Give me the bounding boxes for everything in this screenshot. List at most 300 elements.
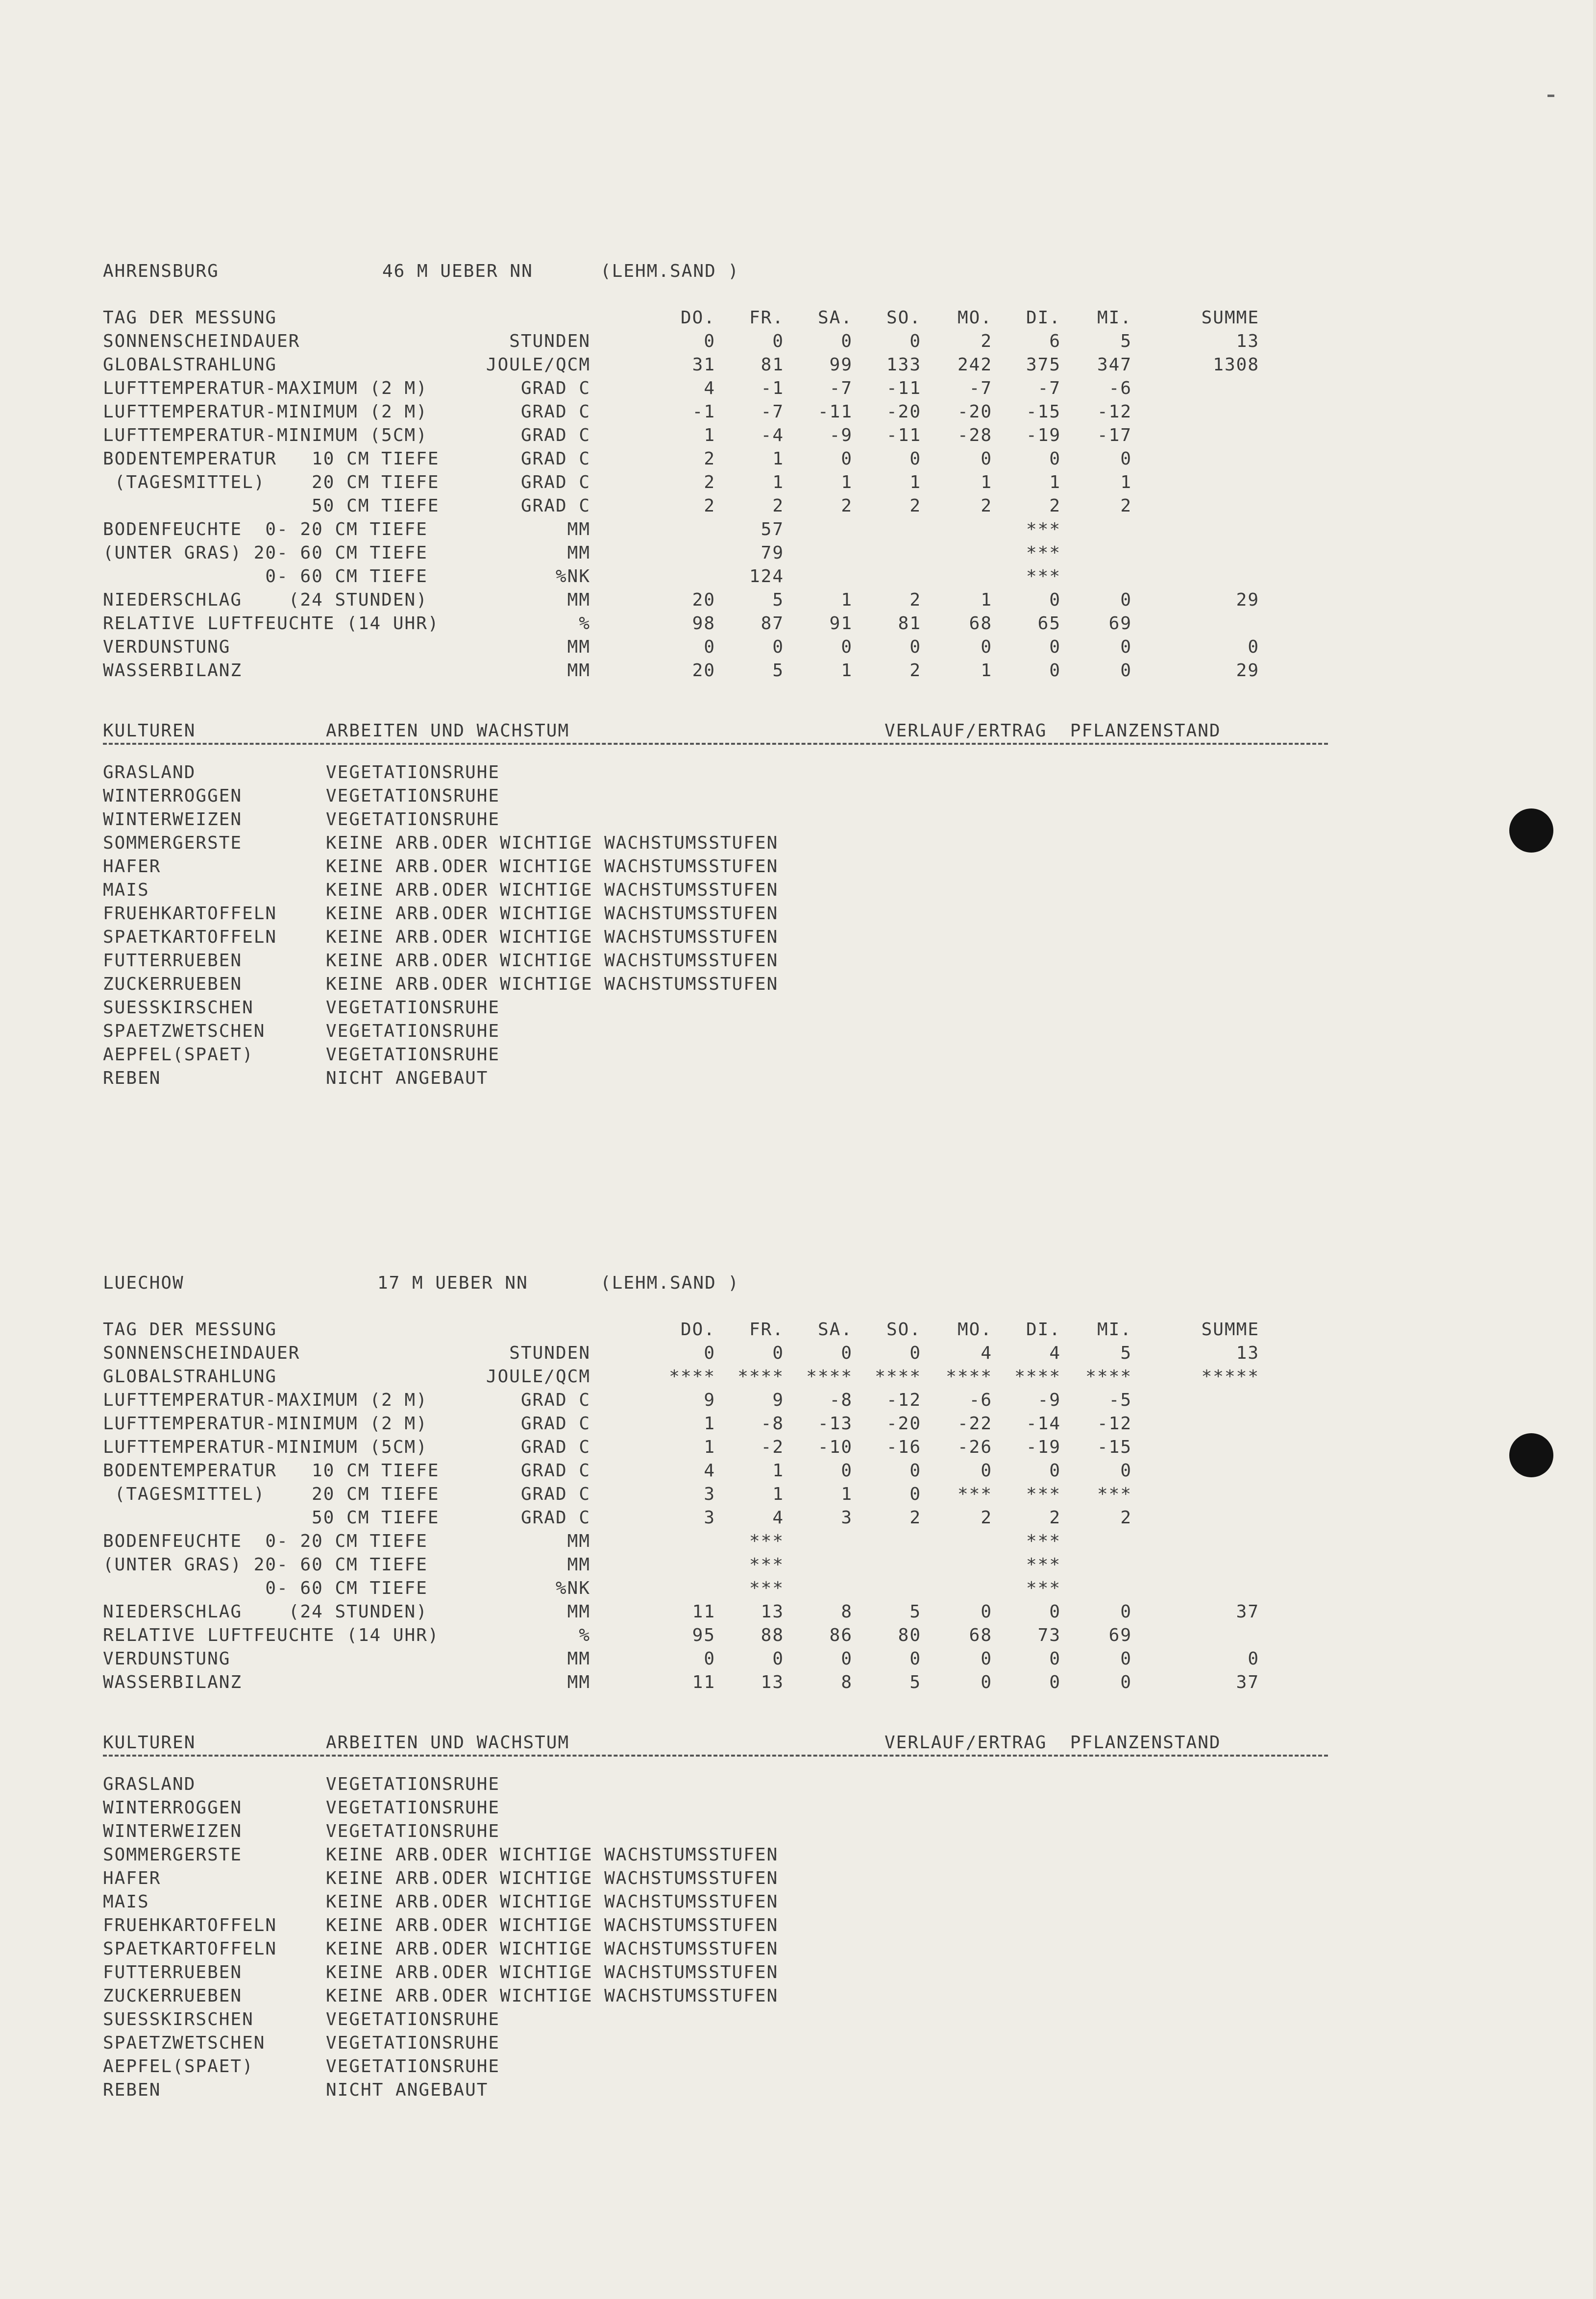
measurement-value: -7 bbox=[761, 402, 784, 422]
measurement-label: 50 CM TIEFE bbox=[103, 496, 440, 516]
measurement-unit: GRAD C bbox=[520, 1461, 590, 1481]
measurement-value: -2 bbox=[761, 1437, 784, 1457]
measurement-value: 2 bbox=[1120, 496, 1132, 516]
measurement-value: -28 bbox=[957, 425, 992, 445]
measurement-value: 0 bbox=[704, 331, 715, 351]
measurement-label: 0- 60 CM TIEFE bbox=[103, 1578, 428, 1598]
day-header: DO. bbox=[680, 308, 715, 328]
measurement-value: 0 bbox=[909, 331, 921, 351]
measurement-sum: 29 bbox=[1236, 590, 1259, 610]
measurement-label: (UNTER GRAS) 20- 60 CM TIEFE bbox=[103, 543, 428, 563]
measurement-label: 50 CM TIEFE bbox=[103, 1508, 440, 1528]
crops-header-kulturen: KULTUREN bbox=[103, 721, 196, 741]
measurement-value: **** bbox=[946, 1367, 992, 1387]
day-header: FR. bbox=[749, 308, 784, 328]
measurement-unit: MM bbox=[567, 637, 590, 657]
measurement-value: 1 bbox=[704, 1437, 715, 1457]
measurement-value: 88 bbox=[761, 1625, 784, 1645]
measurement-value: *** bbox=[749, 1578, 784, 1598]
measurement-value: 0 bbox=[841, 1343, 853, 1363]
measurement-unit: GRAD C bbox=[520, 425, 590, 445]
crop-name: FUTTERRUEBEN bbox=[103, 1962, 243, 1982]
measurement-value: 0 bbox=[772, 331, 784, 351]
measurement-value: 0 bbox=[1120, 660, 1132, 681]
measurement-value: *** bbox=[1026, 1484, 1061, 1504]
measurement-value: 4 bbox=[1049, 1343, 1061, 1363]
punch-hole bbox=[1509, 808, 1553, 853]
measurement-label: GLOBALSTRAHLUNG bbox=[103, 355, 277, 375]
measurement-value: -12 bbox=[886, 1390, 921, 1410]
crop-status: KEINE ARB.ODER WICHTIGE WACHSTUMSSTUFEN bbox=[326, 833, 779, 853]
day-header: MO. bbox=[957, 1320, 992, 1340]
page-edge bbox=[1593, 0, 1596, 2299]
measurement-unit: GRAD C bbox=[520, 1508, 590, 1528]
crop-name: SOMMERGERSTE bbox=[103, 833, 243, 853]
crops-header-kulturen: KULTUREN bbox=[103, 1733, 196, 1753]
measurement-value: 1 bbox=[1120, 472, 1132, 492]
measurement-label: LUFTTEMPERATUR-MAXIMUM (2 M) bbox=[103, 1390, 428, 1410]
day-header: MO. bbox=[957, 308, 992, 328]
measurement-value: 0 bbox=[1120, 1672, 1132, 1692]
measurement-value: 57 bbox=[761, 519, 784, 539]
measurement-label: (TAGESMITTEL) 20 CM TIEFE bbox=[103, 1484, 440, 1504]
measurement-value: 79 bbox=[761, 543, 784, 563]
measurement-value: 65 bbox=[1037, 613, 1061, 634]
measurement-label: 0- 60 CM TIEFE bbox=[103, 566, 428, 587]
measurement-value: 0 bbox=[704, 637, 715, 657]
measurement-value: 0 bbox=[704, 1343, 715, 1363]
crop-name: REBEN bbox=[103, 1068, 161, 1088]
measurement-value: 81 bbox=[761, 355, 784, 375]
measurement-value: *** bbox=[1026, 1531, 1061, 1551]
measurement-value: -15 bbox=[1026, 402, 1061, 422]
header-divider bbox=[103, 743, 1328, 745]
punch-hole bbox=[1509, 1433, 1553, 1477]
measurement-value: 2 bbox=[909, 496, 921, 516]
crop-name: SPAETZWETSCHEN bbox=[103, 1021, 266, 1041]
crop-status: VEGETATIONSRUHE bbox=[326, 998, 500, 1018]
measurement-value: 2 bbox=[704, 449, 715, 469]
measurement-value: 0 bbox=[909, 637, 921, 657]
measurement-value: 2 bbox=[909, 660, 921, 681]
crop-name: WINTERWEIZEN bbox=[103, 1821, 243, 1841]
measurement-value: 2 bbox=[909, 590, 921, 610]
measurement-value: 133 bbox=[886, 355, 921, 375]
measurement-value: 0 bbox=[1120, 449, 1132, 469]
measurement-value: 3 bbox=[704, 1508, 715, 1528]
measurement-value: 2 bbox=[841, 496, 853, 516]
measurement-value: 0 bbox=[1049, 1461, 1061, 1481]
measurement-value: 0 bbox=[909, 1343, 921, 1363]
crop-status: VEGETATIONSRUHE bbox=[326, 1045, 500, 1065]
measurement-value: 1 bbox=[772, 449, 784, 469]
measurement-value: **** bbox=[1085, 1367, 1132, 1387]
measurement-unit: MM bbox=[567, 590, 590, 610]
measurement-value: 0 bbox=[909, 1484, 921, 1504]
measurement-value: *** bbox=[749, 1531, 784, 1551]
measurement-unit: GRAD C bbox=[520, 472, 590, 492]
measurement-label: BODENFEUCHTE 0- 20 CM TIEFE bbox=[103, 1531, 428, 1551]
measurement-label: VERDUNSTUNG bbox=[103, 1649, 231, 1669]
crop-name: SUESSKIRSCHEN bbox=[103, 2009, 254, 2030]
measurement-value: 0 bbox=[841, 1649, 853, 1669]
measurement-value: 87 bbox=[761, 613, 784, 634]
measurement-value: 73 bbox=[1037, 1625, 1061, 1645]
measurement-value: -22 bbox=[957, 1414, 992, 1434]
crop-name: SPAETKARTOFFELN bbox=[103, 927, 277, 947]
crop-status: KEINE ARB.ODER WICHTIGE WACHSTUMSSTUFEN bbox=[326, 974, 779, 994]
measurement-unit: MM bbox=[567, 1555, 590, 1575]
measurement-sum: 1308 bbox=[1213, 355, 1259, 375]
measurement-value: 2 bbox=[772, 496, 784, 516]
crop-status: KEINE ARB.ODER WICHTIGE WACHSTUMSSTUFEN bbox=[326, 904, 779, 924]
measurement-value: 31 bbox=[692, 355, 715, 375]
crop-name: GRASLAND bbox=[103, 1774, 196, 1794]
measurement-label: SONNENSCHEINDAUER bbox=[103, 1343, 300, 1363]
measurement-value: -20 bbox=[886, 402, 921, 422]
measurement-sum: 0 bbox=[1248, 1649, 1259, 1669]
measurement-value: *** bbox=[1026, 1578, 1061, 1598]
measurement-unit: STUNDEN bbox=[509, 1343, 590, 1363]
measurement-value: 9 bbox=[772, 1390, 784, 1410]
measurement-value: 0 bbox=[1049, 449, 1061, 469]
measurement-value: 0 bbox=[1120, 1649, 1132, 1669]
measurement-value: 8 bbox=[841, 1672, 853, 1692]
measurement-sum: ***** bbox=[1201, 1367, 1259, 1387]
measurement-unit: GRAD C bbox=[520, 496, 590, 516]
measurement-value: 0 bbox=[981, 1649, 992, 1669]
measurement-sum: 29 bbox=[1236, 660, 1259, 681]
measurement-value: 5 bbox=[772, 590, 784, 610]
measurement-value: -20 bbox=[886, 1414, 921, 1434]
measurement-value: -14 bbox=[1026, 1414, 1061, 1434]
day-header: DI. bbox=[1026, 308, 1061, 328]
crop-name: GRASLAND bbox=[103, 762, 196, 783]
station-altitude: 17 M UEBER NN bbox=[377, 1273, 528, 1293]
measurement-label: LUFTTEMPERATUR-MINIMUM (2 M) bbox=[103, 1414, 428, 1434]
measurement-value: -5 bbox=[1108, 1390, 1132, 1410]
crop-status: VEGETATIONSRUHE bbox=[326, 786, 500, 806]
measurement-value: 0 bbox=[841, 1461, 853, 1481]
measurement-unit: MM bbox=[567, 1531, 590, 1551]
crop-name: ZUCKERRUEBEN bbox=[103, 1986, 243, 2006]
sum-header: SUMME bbox=[1201, 1320, 1259, 1340]
crop-status: NICHT ANGEBAUT bbox=[326, 2080, 489, 2100]
measurement-value: -10 bbox=[817, 1437, 853, 1457]
measurement-value: 1 bbox=[841, 590, 853, 610]
measurement-unit: JOULE/QCM bbox=[486, 1367, 590, 1387]
measurement-value: 2 bbox=[1120, 1508, 1132, 1528]
measurement-value: -11 bbox=[817, 402, 853, 422]
measurement-value: 0 bbox=[841, 449, 853, 469]
measurement-value: **** bbox=[806, 1367, 853, 1387]
table-header-label: TAG DER MESSUNG bbox=[103, 1320, 277, 1340]
measurement-value: 2 bbox=[981, 1508, 992, 1528]
crop-name: MAIS bbox=[103, 880, 149, 900]
measurement-value: 1 bbox=[909, 472, 921, 492]
measurement-value: *** bbox=[1026, 519, 1061, 539]
measurement-value: 1 bbox=[841, 1484, 853, 1504]
measurement-label: VERDUNSTUNG bbox=[103, 637, 231, 657]
crop-status: VEGETATIONSRUHE bbox=[326, 2033, 500, 2053]
measurement-value: 347 bbox=[1097, 355, 1132, 375]
measurement-value: 4 bbox=[981, 1343, 992, 1363]
crop-name: SPAETKARTOFFELN bbox=[103, 1939, 277, 1959]
measurement-unit: GRAD C bbox=[520, 378, 590, 398]
measurement-value: 0 bbox=[909, 1461, 921, 1481]
crop-name: WINTERROGGEN bbox=[103, 1798, 243, 1818]
measurement-unit: % bbox=[579, 1625, 590, 1645]
crop-status: KEINE ARB.ODER WICHTIGE WACHSTUMSSTUFEN bbox=[326, 951, 779, 971]
measurement-label: WASSERBILANZ bbox=[103, 1672, 243, 1692]
measurement-value: **** bbox=[875, 1367, 921, 1387]
measurement-value: 68 bbox=[969, 613, 992, 634]
crops-header-verlauf: VERLAUF/ERTRAG PFLANZENSTAND bbox=[884, 721, 1221, 741]
measurement-value: -13 bbox=[817, 1414, 853, 1434]
crop-name: SUESSKIRSCHEN bbox=[103, 998, 254, 1018]
measurement-value: **** bbox=[1014, 1367, 1061, 1387]
measurement-unit: MM bbox=[567, 519, 590, 539]
measurement-value: -26 bbox=[957, 1437, 992, 1457]
soil-type: (LEHM.SAND ) bbox=[600, 261, 740, 281]
measurement-value: 0 bbox=[1120, 1461, 1132, 1481]
measurement-value: -19 bbox=[1026, 425, 1061, 445]
measurement-unit: JOULE/QCM bbox=[486, 355, 590, 375]
measurement-value: 0 bbox=[981, 1461, 992, 1481]
measurement-value: 1 bbox=[841, 660, 853, 681]
measurement-value: -19 bbox=[1026, 1437, 1061, 1457]
station-altitude: 46 M UEBER NN bbox=[382, 261, 533, 281]
crop-status: VEGETATIONSRUHE bbox=[326, 1021, 500, 1041]
table-header-label: TAG DER MESSUNG bbox=[103, 308, 277, 328]
measurement-value: 68 bbox=[969, 1625, 992, 1645]
measurement-value: *** bbox=[1026, 1555, 1061, 1575]
crop-name: HAFER bbox=[103, 1868, 161, 1888]
crop-status: KEINE ARB.ODER WICHTIGE WACHSTUMSSTUFEN bbox=[326, 1939, 779, 1959]
measurement-value: 0 bbox=[981, 637, 992, 657]
measurement-value: 11 bbox=[692, 1602, 715, 1622]
measurement-label: (UNTER GRAS) 20- 60 CM TIEFE bbox=[103, 1555, 428, 1575]
crop-status: KEINE ARB.ODER WICHTIGE WACHSTUMSSTUFEN bbox=[326, 1962, 779, 1982]
measurement-label: LUFTTEMPERATUR-MINIMUM (5CM) bbox=[103, 1437, 428, 1457]
measurement-value: 1 bbox=[981, 660, 992, 681]
measurement-value: *** bbox=[1026, 566, 1061, 587]
measurement-unit: % bbox=[579, 613, 590, 634]
measurement-value: 95 bbox=[692, 1625, 715, 1645]
measurement-value: 5 bbox=[909, 1672, 921, 1692]
measurement-value: -11 bbox=[886, 378, 921, 398]
measurement-value: 242 bbox=[957, 355, 992, 375]
measurement-unit: STUNDEN bbox=[509, 331, 590, 351]
measurement-value: 2 bbox=[981, 331, 992, 351]
measurement-label: LUFTTEMPERATUR-MINIMUM (5CM) bbox=[103, 425, 428, 445]
measurement-value: 1 bbox=[981, 472, 992, 492]
measurement-value: *** bbox=[749, 1555, 784, 1575]
soil-type: (LEHM.SAND ) bbox=[600, 1273, 740, 1293]
header-divider bbox=[103, 1755, 1328, 1757]
measurement-label: NIEDERSCHLAG (24 STUNDEN) bbox=[103, 590, 428, 610]
crop-status: KEINE ARB.ODER WICHTIGE WACHSTUMSSTUFEN bbox=[326, 1915, 779, 1935]
measurement-label: BODENFEUCHTE 0- 20 CM TIEFE bbox=[103, 519, 428, 539]
measurement-unit: MM bbox=[567, 660, 590, 681]
measurement-value: 1 bbox=[704, 425, 715, 445]
measurement-value: 0 bbox=[841, 637, 853, 657]
measurement-value: 0 bbox=[981, 1602, 992, 1622]
measurement-value: -16 bbox=[886, 1437, 921, 1457]
measurement-value: 5 bbox=[1120, 331, 1132, 351]
measurement-value: 4 bbox=[704, 1461, 715, 1481]
measurement-value: 5 bbox=[772, 660, 784, 681]
crop-name: WINTERROGGEN bbox=[103, 786, 243, 806]
station-name: AHRENSBURG bbox=[103, 261, 219, 281]
crops-header-verlauf: VERLAUF/ERTRAG PFLANZENSTAND bbox=[884, 1733, 1221, 1753]
measurement-value: 0 bbox=[981, 1672, 992, 1692]
crop-name: ZUCKERRUEBEN bbox=[103, 974, 243, 994]
crop-name: MAIS bbox=[103, 1892, 149, 1912]
crop-status: VEGETATIONSRUHE bbox=[326, 1821, 500, 1841]
measurement-unit: MM bbox=[567, 1672, 590, 1692]
measurement-label: RELATIVE LUFTFEUCHTE (14 UHR) bbox=[103, 613, 440, 634]
crop-status: VEGETATIONSRUHE bbox=[326, 2056, 500, 2077]
measurement-value: -6 bbox=[1108, 378, 1132, 398]
measurement-value: -7 bbox=[1037, 378, 1061, 398]
measurement-value: 13 bbox=[761, 1602, 784, 1622]
measurement-value: 3 bbox=[704, 1484, 715, 1504]
crop-status: VEGETATIONSRUHE bbox=[326, 2009, 500, 2030]
measurement-value: 0 bbox=[909, 449, 921, 469]
measurement-value: 0 bbox=[1049, 1649, 1061, 1669]
measurement-value: -12 bbox=[1097, 402, 1132, 422]
measurement-label: SONNENSCHEINDAUER bbox=[103, 331, 300, 351]
measurement-value: 0 bbox=[1120, 1602, 1132, 1622]
measurement-value: -1 bbox=[692, 402, 715, 422]
crop-status: KEINE ARB.ODER WICHTIGE WACHSTUMSSTUFEN bbox=[326, 1868, 779, 1888]
measurement-value: 20 bbox=[692, 660, 715, 681]
measurement-value: 69 bbox=[1108, 1625, 1132, 1645]
crop-status: KEINE ARB.ODER WICHTIGE WACHSTUMSSTUFEN bbox=[326, 1986, 779, 2006]
measurement-unit: GRAD C bbox=[520, 402, 590, 422]
crop-status: VEGETATIONSRUHE bbox=[326, 1798, 500, 1818]
measurement-sum: 13 bbox=[1236, 331, 1259, 351]
measurement-label: BODENTEMPERATUR 10 CM TIEFE bbox=[103, 449, 440, 469]
measurement-value: 0 bbox=[772, 637, 784, 657]
measurement-value: 1 bbox=[704, 1414, 715, 1434]
measurement-value: 0 bbox=[1049, 590, 1061, 610]
measurement-value: 4 bbox=[704, 378, 715, 398]
crop-name: FUTTERRUEBEN bbox=[103, 951, 243, 971]
measurement-value: 98 bbox=[692, 613, 715, 634]
measurement-value: *** bbox=[957, 1484, 992, 1504]
measurement-value: 0 bbox=[772, 1649, 784, 1669]
measurement-value: 2 bbox=[981, 496, 992, 516]
measurement-value: 0 bbox=[772, 1343, 784, 1363]
crop-name: SPAETZWETSCHEN bbox=[103, 2033, 266, 2053]
measurement-unit: MM bbox=[567, 1602, 590, 1622]
measurement-unit: %NK bbox=[555, 566, 590, 587]
measurement-sum: 37 bbox=[1236, 1602, 1259, 1622]
measurement-value: 99 bbox=[829, 355, 853, 375]
measurement-value: -11 bbox=[886, 425, 921, 445]
measurement-value: 91 bbox=[829, 613, 853, 634]
measurement-value: 81 bbox=[898, 613, 921, 634]
measurement-label: NIEDERSCHLAG (24 STUNDEN) bbox=[103, 1602, 428, 1622]
measurement-value: **** bbox=[737, 1367, 784, 1387]
day-header: MI. bbox=[1097, 1320, 1132, 1340]
measurement-value: 0 bbox=[1049, 660, 1061, 681]
measurement-value: 1 bbox=[1049, 472, 1061, 492]
measurement-value: 375 bbox=[1026, 355, 1061, 375]
crops-header-arbeiten: ARBEITEN UND WACHSTUM bbox=[326, 1733, 570, 1753]
measurement-sum: 37 bbox=[1236, 1672, 1259, 1692]
measurement-label: WASSERBILANZ bbox=[103, 660, 243, 681]
measurement-value: 80 bbox=[898, 1625, 921, 1645]
day-header: FR. bbox=[749, 1320, 784, 1340]
crop-status: NICHT ANGEBAUT bbox=[326, 1068, 489, 1088]
crop-name: REBEN bbox=[103, 2080, 161, 2100]
crop-name: WINTERWEIZEN bbox=[103, 809, 243, 830]
measurement-unit: %NK bbox=[555, 1578, 590, 1598]
crop-status: KEINE ARB.ODER WICHTIGE WACHSTUMSSTUFEN bbox=[326, 1845, 779, 1865]
crops-header-arbeiten: ARBEITEN UND WACHSTUM bbox=[326, 721, 570, 741]
measurement-value: 124 bbox=[749, 566, 784, 587]
measurement-value: 0 bbox=[704, 1649, 715, 1669]
measurement-label: GLOBALSTRAHLUNG bbox=[103, 1367, 277, 1387]
measurement-value: 0 bbox=[981, 449, 992, 469]
crop-name: HAFER bbox=[103, 856, 161, 877]
measurement-value: -6 bbox=[969, 1390, 992, 1410]
measurement-value: 2 bbox=[704, 472, 715, 492]
measurement-value: 2 bbox=[1049, 1508, 1061, 1528]
crop-status: KEINE ARB.ODER WICHTIGE WACHSTUMSSTUFEN bbox=[326, 856, 779, 877]
measurement-value: -15 bbox=[1097, 1437, 1132, 1457]
measurement-value: 8 bbox=[841, 1602, 853, 1622]
measurement-label: LUFTTEMPERATUR-MAXIMUM (2 M) bbox=[103, 378, 428, 398]
measurement-value: 0 bbox=[909, 1649, 921, 1669]
measurement-sum: 13 bbox=[1236, 1343, 1259, 1363]
measurement-value: 86 bbox=[829, 1625, 853, 1645]
measurement-value: -8 bbox=[829, 1390, 853, 1410]
measurement-value: 0 bbox=[1120, 590, 1132, 610]
measurement-value: -9 bbox=[1037, 1390, 1061, 1410]
measurement-unit: GRAD C bbox=[520, 1437, 590, 1457]
measurement-value: 5 bbox=[1120, 1343, 1132, 1363]
measurement-unit: GRAD C bbox=[520, 1390, 590, 1410]
measurement-value: -8 bbox=[761, 1414, 784, 1434]
crop-status: VEGETATIONSRUHE bbox=[326, 762, 500, 783]
measurement-value: 2 bbox=[1049, 496, 1061, 516]
measurement-unit: MM bbox=[567, 543, 590, 563]
measurement-value: -9 bbox=[829, 425, 853, 445]
measurement-value: -12 bbox=[1097, 1414, 1132, 1434]
crop-name: FRUEHKARTOFFELN bbox=[103, 1915, 277, 1935]
measurement-value: 1 bbox=[981, 590, 992, 610]
measurement-value: 3 bbox=[841, 1508, 853, 1528]
measurement-value: 0 bbox=[841, 331, 853, 351]
measurement-unit: GRAD C bbox=[520, 449, 590, 469]
measurement-value: 0 bbox=[1049, 1672, 1061, 1692]
measurement-value: 1 bbox=[772, 472, 784, 492]
day-header: DI. bbox=[1026, 1320, 1061, 1340]
measurement-value: 20 bbox=[692, 590, 715, 610]
station-name: LUECHOW bbox=[103, 1273, 184, 1293]
measurement-sum: 0 bbox=[1248, 637, 1259, 657]
measurement-unit: MM bbox=[567, 1649, 590, 1669]
measurement-value: 5 bbox=[909, 1602, 921, 1622]
measurement-value: 11 bbox=[692, 1672, 715, 1692]
measurement-value: -4 bbox=[761, 425, 784, 445]
measurement-value: 6 bbox=[1049, 331, 1061, 351]
crop-status: VEGETATIONSRUHE bbox=[326, 1774, 500, 1794]
